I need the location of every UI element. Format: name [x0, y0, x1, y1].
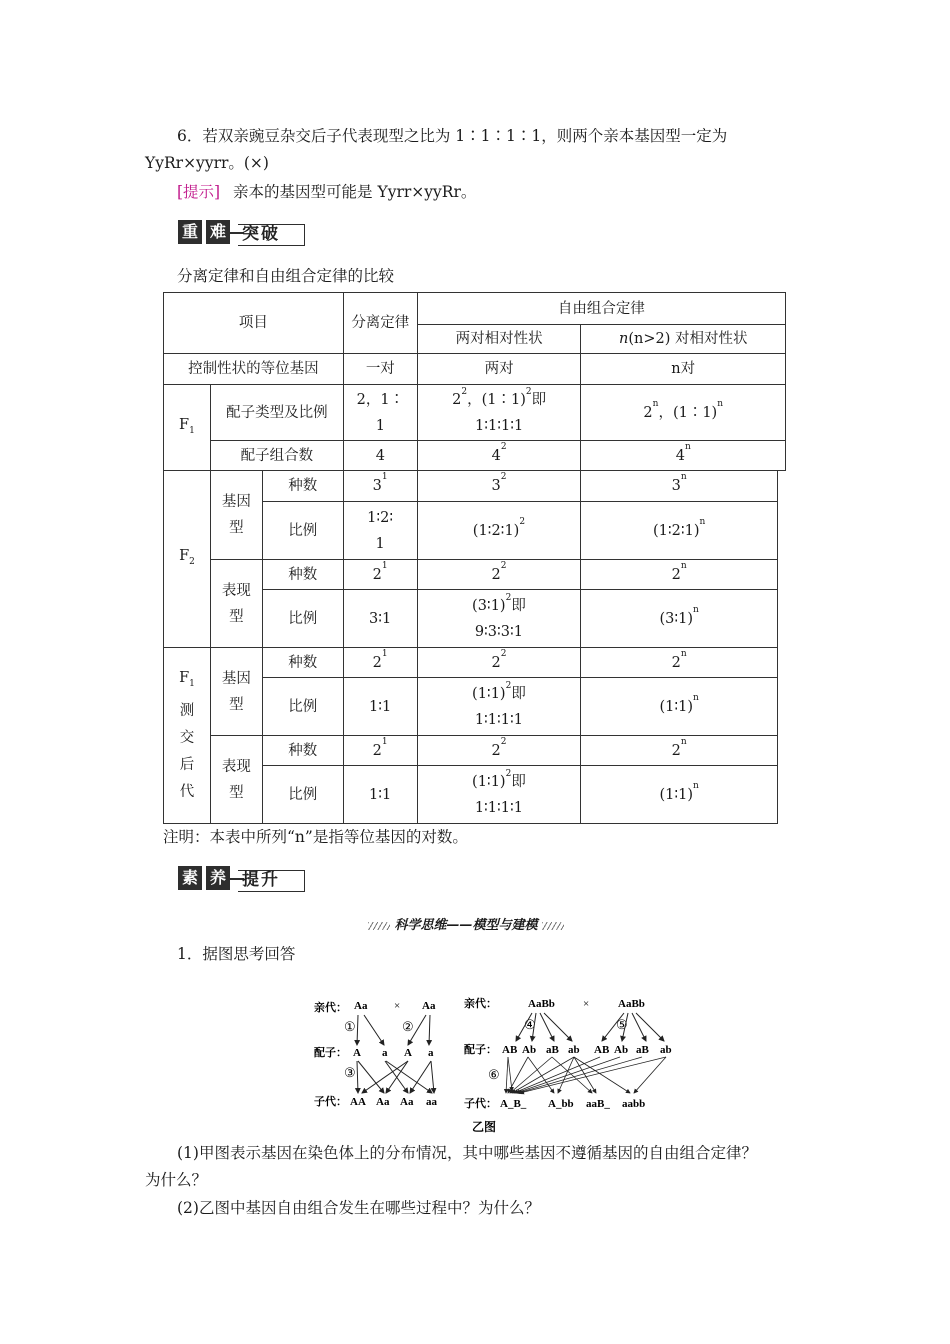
allele-label: 控制性状的等位基因: [164, 354, 344, 385]
banner-tail: 突破: [238, 224, 305, 246]
v: (3∶1): [659, 610, 694, 627]
header-sep-law-text: 分离定律: [351, 315, 410, 331]
tc-c2: 交: [179, 729, 195, 746]
f2-pr-sep: 3∶1: [343, 590, 417, 648]
left-gamete-label: 配子：: [314, 1047, 347, 1059]
s: n: [680, 560, 687, 571]
sub-question-1-line2: 为什么？: [145, 1171, 208, 1189]
comparison-table-lower: [163, 470, 778, 824]
v: 2: [671, 742, 681, 759]
tc-gr-label: 比例: [262, 678, 343, 736]
v: 3: [491, 478, 501, 494]
right-n4: ④: [524, 1017, 536, 1032]
tc-pk-sep: [343, 736, 417, 766]
gamete-type-label: [210, 385, 343, 441]
header-free-law: 自由组合定律: [417, 293, 785, 325]
left-arrows-gamete: [357, 1061, 434, 1093]
c2: 4: [491, 447, 501, 464]
v: 2: [372, 566, 382, 583]
tc-pk-two: [417, 736, 581, 766]
gamete-sep-b: 1: [375, 417, 385, 434]
s: 2: [500, 560, 507, 571]
f2-gr-two: [417, 502, 581, 560]
s: 2: [505, 592, 512, 603]
banner2-char-2: 养: [206, 866, 230, 890]
f2-pr-label: 比例: [262, 590, 343, 648]
v: 2: [491, 654, 501, 671]
f2-gk-sep: [343, 471, 417, 502]
a: (1∶1): [472, 773, 506, 790]
gamete-type-text: 配子类型及比例: [226, 404, 328, 421]
right-g7: aB: [636, 1044, 649, 1056]
f2-genotype-text: 基因型: [221, 494, 251, 536]
s: 1: [381, 560, 388, 571]
table-note: 注明：本表中所列“n”是指等位基因的对数。: [163, 828, 468, 846]
f2-phenotype: [210, 560, 262, 648]
allele-sep: 一对: [343, 354, 417, 385]
gamete-sep-a: 2，1∶: [356, 391, 405, 408]
v: 2: [372, 742, 382, 759]
s: n: [680, 472, 687, 482]
g2b: ，(1∶1): [467, 391, 526, 408]
f2-pk-n: [581, 560, 778, 590]
b: 即: [511, 685, 526, 702]
right-g8: ab: [660, 1044, 672, 1056]
f2-pr-two: [417, 590, 581, 648]
combo-label: 配子组合数: [210, 441, 343, 471]
right-o2: A_bb: [548, 1098, 574, 1110]
s: 2: [519, 516, 526, 527]
f1-label: [164, 385, 211, 471]
combo-sep: 4: [343, 441, 417, 471]
s: n: [680, 648, 687, 659]
s: 2: [500, 736, 507, 747]
hatch-right: [542, 922, 564, 930]
right-o4: aabb: [622, 1098, 646, 1110]
tc-gr-n: [581, 678, 778, 736]
tc-c1: 测: [179, 702, 195, 719]
right-p2: AaBb: [618, 998, 645, 1010]
header-sep-law: [343, 293, 417, 354]
tc-pr-n: [581, 766, 778, 824]
gnb: ，(1∶1): [658, 404, 718, 421]
f2-phenotype-text: 表现型: [221, 582, 251, 625]
n-italic: n: [618, 331, 629, 347]
right-g3: aB: [546, 1044, 559, 1056]
section-title-text: 科学思维——模型与建模: [394, 918, 538, 933]
f2-pk-sep: [343, 560, 417, 590]
f2-gk-two: [417, 471, 581, 502]
tc-gk-sep: [343, 648, 417, 678]
q6-hint: [177, 180, 476, 202]
q6-line2: YyRr×yyrr。(×): [145, 154, 269, 172]
s: 2: [505, 680, 512, 691]
right-g1: AB: [502, 1044, 518, 1056]
f2-genotype: [210, 471, 262, 560]
right-caption: 乙图: [472, 1120, 497, 1134]
header-two-pairs: 两对相对性状: [417, 325, 581, 354]
tc-genotype-text: 基因型: [221, 670, 251, 713]
q6-line1: 6．若双亲豌豆杂交后子代表现型之比为 1∶1∶1∶1，则两个亲本基因型一定为: [177, 127, 728, 145]
right-p1: AaBb: [528, 998, 555, 1010]
tc-f: F: [179, 670, 190, 687]
v: 2: [671, 566, 681, 583]
left-o3: Aa: [400, 1096, 414, 1108]
f2-gr-n: [581, 502, 778, 560]
cn: 4: [675, 447, 685, 464]
right-g5: AB: [594, 1044, 610, 1056]
tc-gk-label: 种数: [262, 648, 343, 678]
right-o1: A_B_: [500, 1098, 527, 1110]
q1: 1．据图思考回答: [177, 945, 296, 963]
v: (1∶1): [659, 786, 694, 803]
left-p2: Aa: [422, 1000, 436, 1012]
f2-pr-n: [581, 590, 778, 648]
s: 2: [505, 768, 512, 779]
s: n: [693, 692, 699, 703]
f2-gr-label: 比例: [262, 502, 343, 560]
g2c: 即: [531, 391, 547, 408]
right-parent-label: 亲代：: [464, 998, 497, 1010]
tc-gr-sep: 1∶1: [343, 678, 417, 736]
s: n: [680, 736, 687, 747]
right-arrows-gamete: [506, 1057, 666, 1093]
a: (3∶1): [472, 597, 506, 614]
f2-pk-label: 种数: [262, 560, 343, 590]
v: (1∶2∶1): [472, 522, 520, 539]
s: n: [699, 516, 706, 527]
tc-gr-two: [417, 678, 581, 736]
left-g3: A: [404, 1047, 412, 1059]
s: 2: [500, 648, 507, 659]
left-offspring-label: 子代：: [314, 1096, 347, 1108]
tc-c4: 代: [179, 783, 195, 800]
right-n6: ⑥: [488, 1067, 500, 1082]
left-g1: A: [353, 1047, 361, 1059]
v: 2: [671, 654, 681, 671]
tc-genotype: [210, 648, 262, 736]
left-g4: a: [428, 1047, 434, 1059]
g2s2: 2: [525, 386, 532, 397]
b: 1: [375, 535, 385, 552]
tc-pk-label: 种数: [262, 736, 343, 766]
left-o4: aa: [426, 1096, 437, 1108]
hatch-left: [368, 922, 390, 930]
right-offspring-label: 子代：: [464, 1098, 497, 1110]
section-title: [368, 914, 564, 933]
left-parent-label: 亲代：: [314, 1002, 347, 1014]
right-g2: Ab: [522, 1044, 537, 1056]
allele-n: n对: [581, 354, 786, 385]
v: 3: [372, 478, 382, 494]
tc-phenotype-text: 表现型: [221, 758, 251, 801]
s: 2: [500, 472, 507, 482]
gamete-n: [581, 385, 786, 441]
left-n2: ②: [402, 1019, 414, 1034]
banner-char-1: 重: [178, 220, 202, 244]
left-n1: ①: [344, 1019, 356, 1034]
f2-label: [164, 471, 211, 648]
testcross-label: [164, 648, 211, 824]
gns2: n: [717, 398, 724, 409]
f2-gk-label: 种数: [262, 471, 343, 502]
combo-two: [417, 441, 581, 471]
tc-pr-sep: 1∶1: [343, 766, 417, 824]
tc-pr-label: 比例: [262, 766, 343, 824]
tc-gk-n: [581, 648, 778, 678]
right-g6: Ab: [614, 1044, 629, 1056]
tc-pr-two: [417, 766, 581, 824]
banner-key-difficulties: [178, 220, 308, 246]
sub-question-2: (2)乙图中基因自由组合发生在哪些过程中？为什么？: [177, 1199, 540, 1217]
a: (1∶1): [472, 685, 506, 702]
s: 1: [381, 648, 388, 659]
b: 即: [511, 773, 526, 790]
f1-sub: 1: [189, 425, 195, 436]
tc-phenotype: [210, 736, 262, 824]
c: 1∶1∶1∶1: [474, 799, 524, 816]
banner2-char-1: 素: [178, 866, 202, 890]
s: 1: [381, 736, 388, 747]
right-n5: ⑤: [616, 1017, 628, 1032]
v: 2: [372, 654, 382, 671]
a: 1∶2∶: [367, 509, 394, 526]
tc-f-sub: 1: [189, 678, 195, 689]
hint-text: 亲本的基因型可能是 Yyrr×yyRr。: [233, 183, 477, 201]
c: 1∶1∶1∶1: [474, 711, 524, 728]
right-cross: ×: [583, 998, 590, 1010]
gamete-two: [417, 385, 581, 441]
v: 2: [491, 566, 501, 583]
tc-gk-two: [417, 648, 581, 678]
banner-literacy: [178, 866, 308, 892]
s: n: [693, 604, 699, 615]
tc-c3: 后: [179, 756, 195, 773]
v: (1∶2∶1): [652, 522, 700, 539]
f2-text: F: [179, 548, 190, 565]
v: (1∶1): [659, 698, 694, 715]
f2-gk-n: [581, 471, 778, 502]
gns: n: [652, 398, 659, 409]
f1-text: F: [179, 416, 190, 433]
gamete-sep: [343, 385, 417, 441]
v: 3: [671, 478, 681, 494]
left-arrows-parent: [357, 1015, 430, 1045]
genetics-diagram: [300, 985, 700, 1137]
tc-pk-n: [581, 736, 778, 766]
n-condition: (n>2): [628, 331, 671, 347]
hint-label: [提示]: [177, 183, 221, 201]
left-o2: Aa: [376, 1096, 390, 1108]
table-title: 分离定律和自由组合定律的比较: [177, 267, 395, 285]
banner-char-2: 难: [206, 220, 230, 244]
left-p1: Aa: [354, 1000, 368, 1012]
gna: 2: [643, 404, 653, 421]
s: n: [693, 780, 699, 791]
comparison-table: [163, 292, 786, 471]
right-arrows-parent: [516, 1013, 664, 1041]
sub-question-1-line1: (1)甲图表示基因在染色体上的分布情况，其中哪些基因不遵循基因的自由组合定律？: [177, 1144, 757, 1162]
combo-n: [581, 441, 786, 471]
f2-sub: 2: [189, 556, 195, 567]
b: 即: [511, 597, 526, 614]
header-n-pairs: [581, 325, 786, 354]
left-o1: AA: [350, 1096, 366, 1108]
left-g2: a: [382, 1047, 388, 1059]
s: 1: [381, 472, 388, 482]
n-pairs-label: 对相对性状: [674, 331, 748, 347]
left-cross: ×: [394, 1000, 401, 1012]
v: 2: [491, 742, 501, 759]
right-gamete-label: 配子：: [464, 1044, 497, 1056]
g2a: 2: [452, 391, 462, 408]
g2s: 2: [461, 386, 468, 397]
banner2-tail: 提升: [238, 870, 305, 892]
cns: n: [684, 441, 691, 452]
f2-pk-two: [417, 560, 581, 590]
header-item: 项目: [164, 293, 344, 354]
left-n3: ③: [344, 1065, 356, 1080]
allele-two: 两对: [417, 354, 581, 385]
g2d: 1∶1∶1∶1: [475, 417, 524, 434]
c2s: 2: [500, 441, 507, 452]
c: 9∶3∶3∶1: [474, 623, 524, 640]
right-g4: ab: [568, 1044, 580, 1056]
right-o3: aaB_: [586, 1098, 610, 1110]
f2-gr-sep: [343, 502, 417, 560]
